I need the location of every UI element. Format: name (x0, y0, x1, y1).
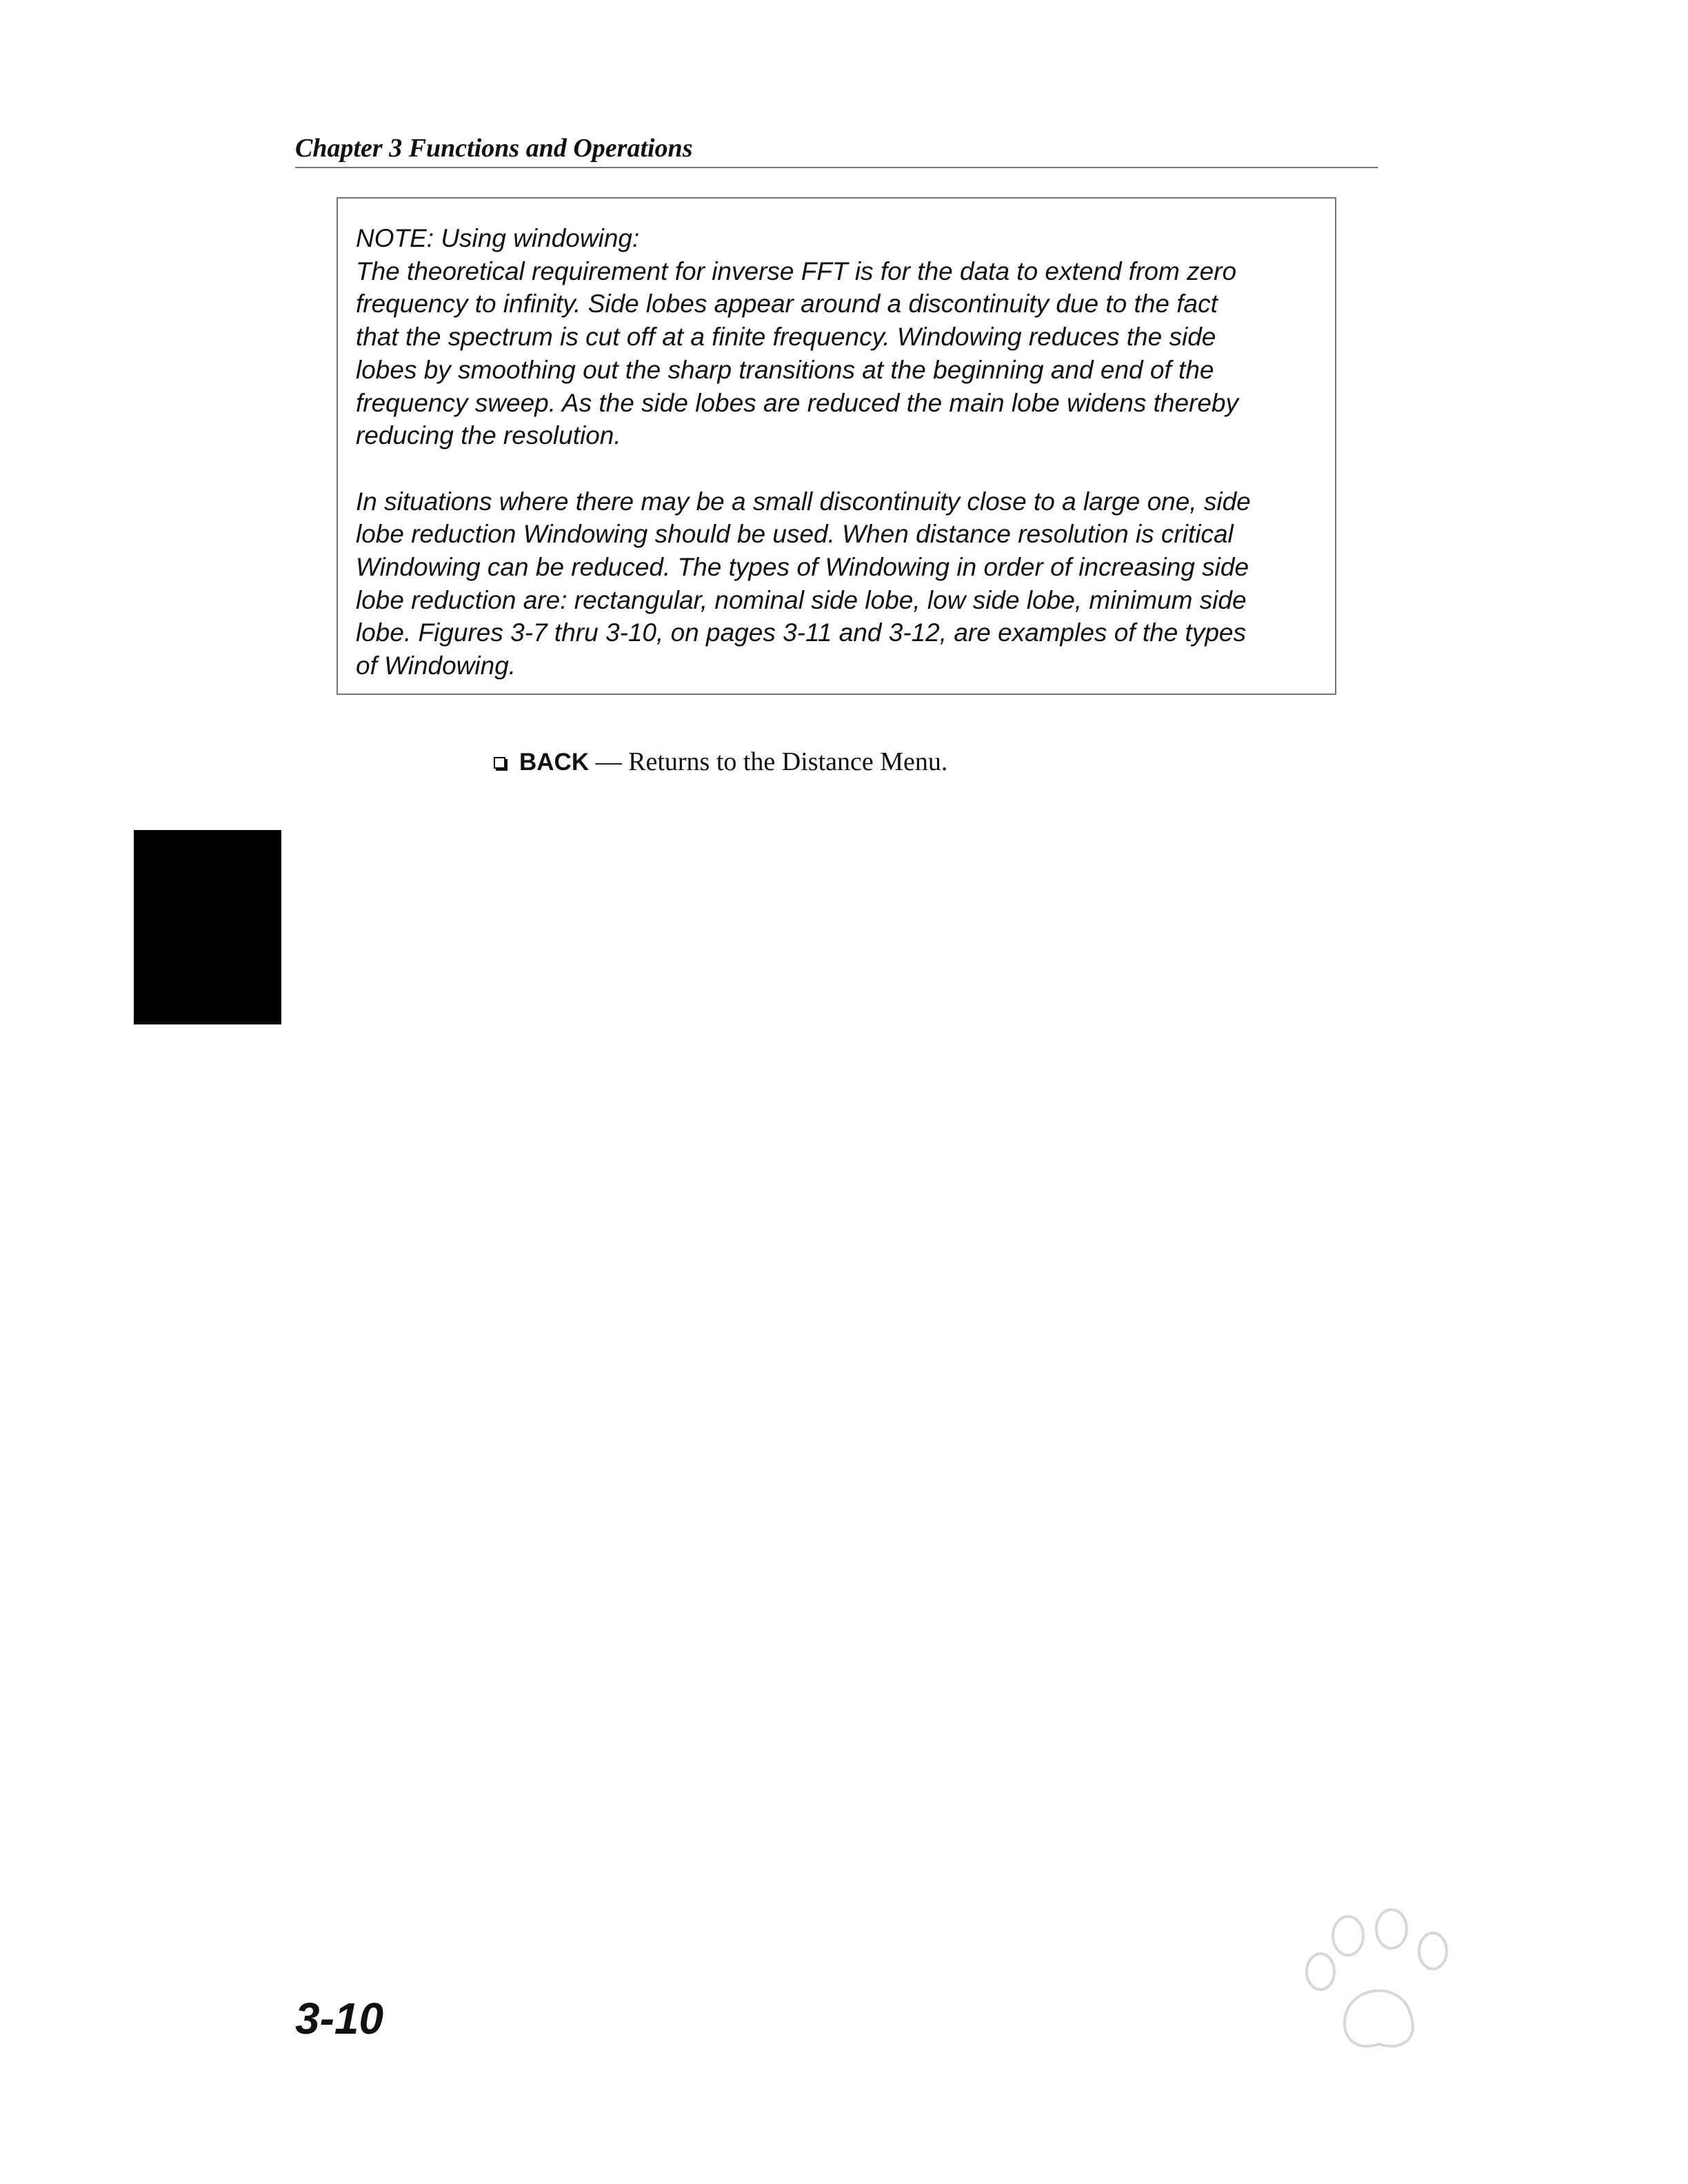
windowing-note-box (336, 197, 1336, 695)
checkbox-bullet-icon (494, 757, 505, 769)
paw-pad-icon (1345, 1991, 1413, 2047)
header-divider (295, 167, 1378, 168)
paw-toe-icon (1307, 1954, 1334, 1990)
back-key-label: BACK (519, 749, 590, 776)
paw-toe-icon (1419, 1933, 1447, 1969)
paw-toe-icon (1376, 1910, 1407, 1948)
back-description: — Returns to the Distance Menu. (589, 747, 948, 776)
chapter-header: Chapter 3 Functions and Operations (295, 134, 693, 163)
paw-toe-icon (1333, 1917, 1363, 1955)
note-paragraph-1: NOTE: Using windowing: The theoretical requirement for inverse FFT is for the data to extend from zero frequency to infinity. Side lobes appear around a discontinuity due to the fact that the spectrum is cut off at a finite frequency. Windowing reduces the side lobes by smoothing out the sharp transitions at the beginning and end of the frequency sweep. As the side lobes are reduced the main lobe widens thereby reducing the resolution. (356, 224, 1239, 450)
page-number: 3-10 (295, 1994, 384, 2043)
baidu-watermark-logo (1172, 1903, 1586, 2110)
chapter-thumb-tab (134, 830, 281, 1024)
note-paragraph-2: In situations where there may be a small discontinuity close to a large one, side lobe reduction Windowing should be used. When distance resolution is critical Windowing can be reduced. The types of Windowing in order of increasing side lobe reduction are: rectangular, nominal side lobe, low side lobe, minimum side lobe. Figures 3-7 thru 3-10, on pages 3-11 and 3-12, are examples of the types of Windowing. (356, 487, 1251, 680)
back-menu-item (494, 745, 947, 780)
